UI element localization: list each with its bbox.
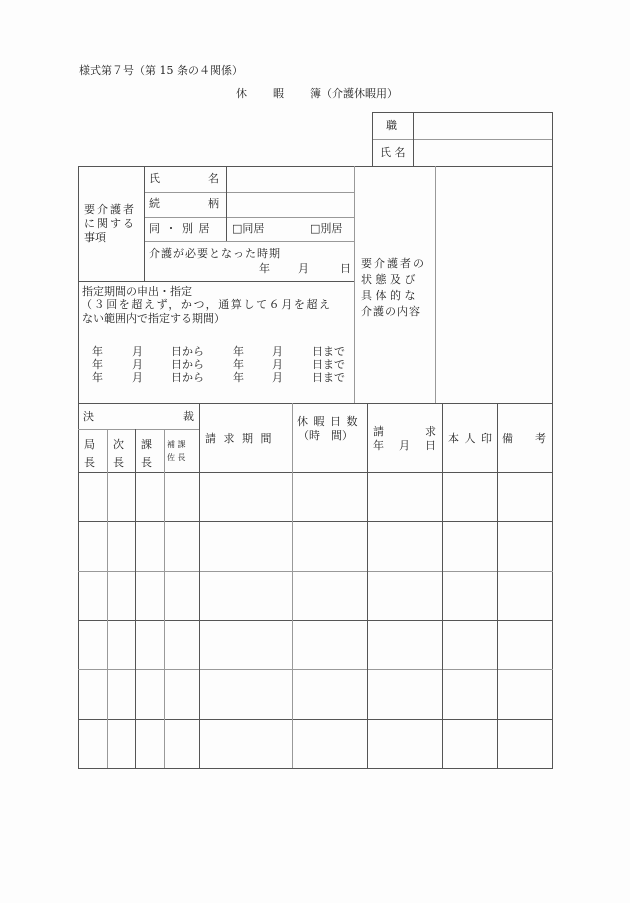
page-title [236,87,398,100]
table-row[interactable] [79,473,552,521]
care-start-year: 年 [259,262,270,275]
care-recipient-label: 要介護者 に関する 事項 [84,203,136,244]
approver-section-chief: 課 長 [141,438,152,469]
position-label: 職 [386,119,397,132]
care-start-label: 介護が必要となった時期 [149,247,281,260]
condition-field[interactable] [436,167,552,403]
title-char-1: 休 [236,87,247,100]
care-start-day: 日 [340,262,351,275]
approver-deputy-chief: 次 長 [113,438,124,469]
relation-label-2: 柄 [208,197,219,210]
recipient-name-label-1: 氏 [149,172,160,185]
cohabit-label: 同 ・ 別 居 [149,222,211,235]
table-row[interactable] [79,522,552,571]
designated-period-note-1: （３回を超えず，かつ，通算して６月を超え [81,298,332,311]
cohabit-option-separate[interactable]: □別居 [310,222,343,235]
table-row[interactable] [79,572,552,620]
approval-label-2: 裁 [183,410,194,423]
request-date-header-b: 求 [425,425,436,438]
designated-period-title: 指定期間の申出・指定 [82,285,192,298]
recipient-name-label-2: 名 [208,172,219,185]
approver-bureau-chief: 局 長 [84,438,95,469]
table-row[interactable] [79,621,552,669]
request-date-year: 年 [373,439,384,452]
table-row[interactable] [79,720,552,768]
relation-label-1: 続 [149,197,160,210]
approver-assistant-chief: 補 課 佐 長 [167,440,186,462]
title-char-2: 暇 [273,87,284,100]
condition-label: 要介護者の 状 態 及 び 具 体 的 な 介護の内容 [361,257,426,318]
leave-days-header-2: （時 間） [298,429,353,442]
seal-header: 本 人 印 [448,432,493,445]
table-row[interactable] [79,670,552,719]
name-field[interactable] [414,140,552,166]
remarks-header-1: 備 [502,432,513,445]
leave-days-header-1: 休 暇 日 数 [297,415,359,428]
position-field[interactable] [414,113,552,139]
name-label: 氏 名 [380,146,406,159]
request-date-header-a: 請 [373,425,384,438]
designated-period-note-2: ない範囲内で指定する期間） [82,312,225,325]
care-start-month: 月 [298,262,309,275]
form-number: 様式第７号（第 15 条の４関係） [79,64,243,77]
request-date-month: 月 [399,439,410,452]
relation-field[interactable] [227,193,354,217]
remarks-header-2: 考 [535,432,546,445]
request-period-header: 請 求 期 間 [205,432,274,445]
recipient-name-field[interactable] [227,167,354,192]
cohabit-option-together[interactable]: □同居 [232,222,265,235]
approval-label-1: 決 [83,410,94,423]
title-char-3: 簿（介護休暇用） [310,87,398,100]
request-date-day: 日 [425,439,436,452]
